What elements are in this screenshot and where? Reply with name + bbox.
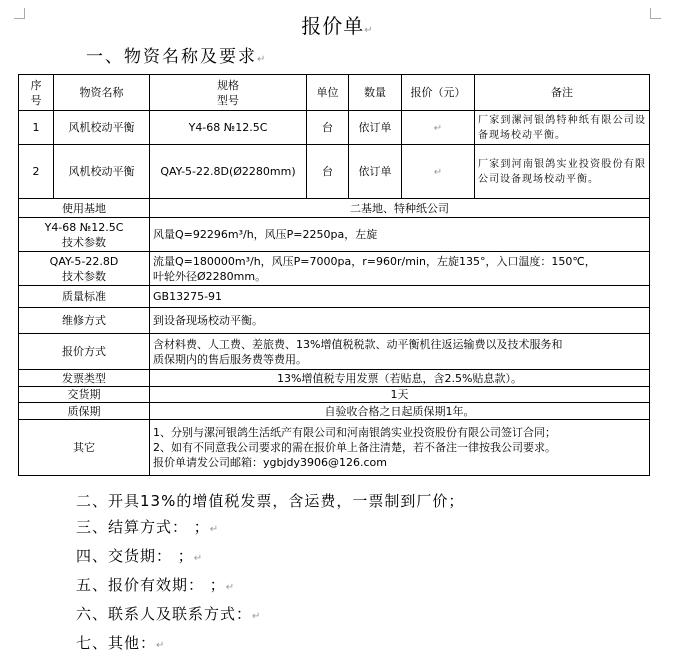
table-row xyxy=(19,145,650,199)
detail-label: Y4-68 №12.5C 技术参数 xyxy=(19,218,150,252)
header-remark: 备注 xyxy=(475,75,650,111)
row-unit: 台 xyxy=(307,111,349,145)
detail-label: 维修方式 xyxy=(19,308,150,334)
row-spec: Y4-68 №12.5C xyxy=(150,111,307,145)
header-price: 报价（元） xyxy=(402,75,475,111)
row-name: 风机校动平衡 xyxy=(54,145,150,199)
table-row xyxy=(19,111,650,145)
detail-row-y4-params xyxy=(19,218,650,252)
table-header-row xyxy=(19,75,650,111)
document-title: 报价单↵ xyxy=(301,14,374,38)
detail-label: 质量标准 xyxy=(19,286,150,308)
detail-row-qay-params xyxy=(19,252,650,286)
detail-label: 报价方式 xyxy=(19,334,150,370)
row-qty: 依订单 xyxy=(349,111,402,145)
quote-table xyxy=(18,74,650,476)
header-qty: 数量 xyxy=(349,75,402,111)
detail-row-delivery xyxy=(19,387,650,403)
detail-label: 交货期 xyxy=(19,387,150,403)
detail-value: 13%增值税专用发票（若贴息，含2.5%贴息款）。 xyxy=(150,370,650,387)
detail-row-invoice xyxy=(19,370,650,387)
section-heading-7: 七、其他：↵ xyxy=(76,634,166,652)
header-name: 物资名称 xyxy=(54,75,150,111)
detail-row-other xyxy=(19,420,650,476)
detail-value: 二基地、特种纸公司 xyxy=(150,199,650,218)
detail-row-warranty xyxy=(19,403,650,420)
row-qty: 依订单 xyxy=(349,145,402,199)
row-price: ↵ xyxy=(402,145,475,199)
detail-label: 发票类型 xyxy=(19,370,150,387)
detail-row-quality xyxy=(19,286,650,308)
detail-row-base xyxy=(19,199,650,218)
row-seq: 2 xyxy=(19,145,54,199)
row-unit: 台 xyxy=(307,145,349,199)
detail-value: 1天 xyxy=(150,387,650,403)
header-spec: 规格 型号 xyxy=(150,75,307,111)
row-name: 风机校动平衡 xyxy=(54,111,150,145)
detail-value: 风量Q=92296m³/h，风压P=2250pa，左旋 xyxy=(150,218,650,252)
section-heading-1: 一、物资名称及要求↵ xyxy=(86,47,268,67)
detail-label: 质保期 xyxy=(19,403,150,420)
row-remark: 厂家到河南银鸽实业投资股份有限公司设备现场校动平衡。 xyxy=(475,145,650,199)
detail-label: 使用基地 xyxy=(19,199,150,218)
detail-value: 1、分别与漯河银鸽生活纸产有限公司和河南银鸽实业投资股份有限公司签订合同； 2、如有不同意我公司要求的需在报价单上备注清楚，若不备注一律按我公司要求。 报价单请发公司邮箱：ygbjdy3906@126.com xyxy=(150,420,650,476)
section-heading-2: 二、开具13%的增值税发票，含运费，一票制到厂价； xyxy=(76,492,465,510)
header-unit: 单位 xyxy=(307,75,349,111)
section-heading-5: 五、报价有效期： ；↵ xyxy=(76,576,236,594)
section-heading-4: 四、交货期： ；↵ xyxy=(76,547,204,565)
detail-label: 其它 xyxy=(19,420,150,476)
detail-value: 自验收合格之日起质保期1年。 xyxy=(150,403,650,420)
header-seq: 序 号 xyxy=(19,75,54,111)
detail-row-quote-method xyxy=(19,334,650,370)
section-heading-6: 六、联系人及联系方式：↵ xyxy=(76,605,262,623)
row-spec: QAY-5-22.8D(Ø2280mm) xyxy=(150,145,307,199)
detail-value: 到设备现场校动平衡。 xyxy=(150,308,650,334)
row-remark: 厂家到漯河银鸽特种纸有限公司设备现场校动平衡。 xyxy=(475,111,650,145)
row-price: ↵ xyxy=(402,111,475,145)
detail-value: 含材料费、人工费、差旅费、13%增值税税款、动平衡机往返运输费以及技术服务和 质保期内的售后服务费等费用。 xyxy=(150,334,650,370)
detail-label: QAY-5-22.8D 技术参数 xyxy=(19,252,150,286)
section-heading-3: 三、结算方式： ；↵ xyxy=(76,518,220,536)
detail-value: 流量Q=180000m³/h，风压P=7000pa，r=960r/min，左旋135°，入口温度：150℃， 叶轮外径Ø2280mm。 xyxy=(150,252,650,286)
row-seq: 1 xyxy=(19,111,54,145)
detail-row-repair xyxy=(19,308,650,334)
detail-value: GB13275-91 xyxy=(150,286,650,308)
